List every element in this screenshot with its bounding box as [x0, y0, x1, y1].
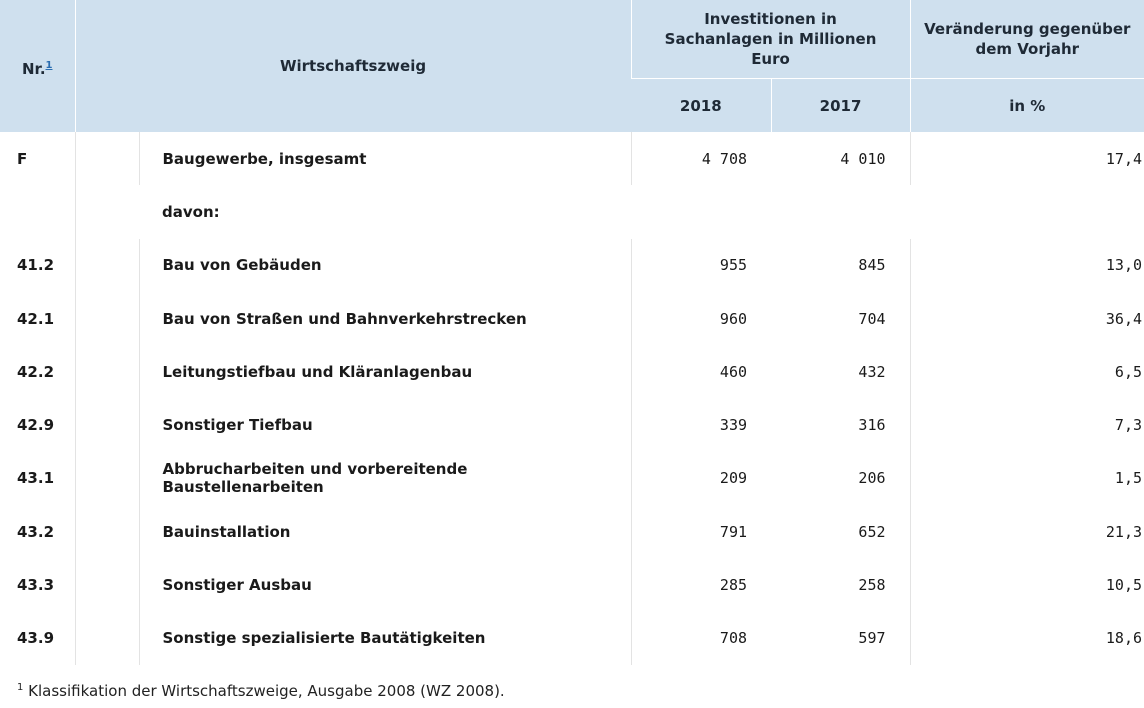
- row-sector-name: Abbrucharbeiten und vorbereitende Baustellenarbeiten: [139, 452, 631, 505]
- row-value-2018: 285: [631, 558, 771, 611]
- row-nr: 42.9: [17, 416, 55, 435]
- row-value-2018: 4 708: [631, 132, 771, 185]
- row-change-pct: [910, 185, 1144, 238]
- row-nr: 43.3: [17, 576, 55, 595]
- row-change-pct: 17,4: [910, 132, 1144, 185]
- row-sector-name: davon:: [162, 202, 220, 221]
- header-nr-label: Nr.: [22, 59, 46, 78]
- footnote-mark: 1: [17, 682, 24, 693]
- row-change-pct: 7,3: [910, 398, 1144, 451]
- row-sector-name: Sonstige spezialisierte Bautätigkeiten: [139, 612, 631, 665]
- table-header: [0, 0, 1144, 132]
- row-sector-name: Sonstiger Ausbau: [139, 558, 631, 611]
- header-investment: [631, 0, 910, 79]
- table-row: [0, 185, 1144, 238]
- row-spacer: [75, 132, 139, 185]
- table-row: [0, 292, 1144, 345]
- header-year-2017: 2017: [771, 79, 910, 133]
- row-nr: 42.1: [17, 309, 55, 328]
- row-value-2017: 206: [858, 469, 886, 488]
- row-value-2018: 955: [631, 239, 771, 292]
- row-value-2018: 708: [631, 612, 771, 665]
- table-body: [0, 132, 1144, 665]
- row-nr: 43.2: [17, 522, 55, 541]
- row-value-2017: 597: [858, 629, 886, 648]
- row-sector-name: Baugewerbe, insgesamt: [139, 132, 631, 185]
- row-sector-name: Sonstiger Tiefbau: [139, 398, 631, 451]
- table-row: [0, 612, 1144, 665]
- table-row: [0, 239, 1144, 292]
- row-value-2018: 791: [631, 505, 771, 558]
- table-row: [0, 505, 1144, 558]
- row-sector-name: Bauinstallation: [139, 505, 631, 558]
- row-spacer: [75, 292, 139, 345]
- row-value-2018: [631, 185, 771, 238]
- row-nr: 43.1: [17, 469, 55, 488]
- row-value-2018: 460: [631, 345, 771, 398]
- row-spacer: [75, 239, 139, 292]
- row-spacer: [75, 185, 139, 238]
- row-value-2018: 209: [631, 452, 771, 505]
- table-row: [0, 345, 1144, 398]
- row-nr: F: [17, 149, 28, 168]
- row-sector-name: Leitungstiefbau und Kläranlagenbau: [139, 345, 631, 398]
- row-spacer: [75, 398, 139, 451]
- table-row: [0, 452, 1144, 505]
- row-spacer: [75, 505, 139, 558]
- header-year-2018: 2018: [631, 79, 771, 133]
- header-change-label: Veränderung gegenüber dem Vorjahr: [924, 20, 1131, 58]
- row-change-pct: 6,5: [910, 345, 1144, 398]
- row-spacer: [75, 558, 139, 611]
- footnote-text: Klassifikation der Wirtschaftszweige, Ausgabe 2008 (WZ 2008).: [28, 682, 505, 700]
- row-sector-name: Bau von Gebäuden: [139, 239, 631, 292]
- row-value-2017: 316: [858, 416, 886, 435]
- header-nr: [0, 0, 75, 132]
- row-value-2017: 704: [858, 309, 886, 328]
- row-spacer: [75, 345, 139, 398]
- row-change-pct: 13,0: [910, 239, 1144, 292]
- row-nr: [0, 185, 75, 238]
- row-value-2018: 339: [631, 398, 771, 451]
- table-row: [0, 132, 1144, 185]
- header-sector: Wirtschaftszweig: [75, 0, 631, 132]
- row-spacer: [75, 452, 139, 505]
- row-value-2018: 960: [631, 292, 771, 345]
- row-nr: 41.2: [17, 256, 55, 275]
- row-value-2017: 845: [858, 256, 886, 275]
- row-change-pct: 21,3: [910, 505, 1144, 558]
- row-nr: 42.2: [17, 362, 55, 381]
- footnote-link[interactable]: 1: [45, 59, 53, 71]
- row-value-2017: 4 010: [840, 149, 886, 168]
- row-change-pct: 18,6: [910, 612, 1144, 665]
- row-value-2017: 652: [858, 522, 886, 541]
- table-footnote: [17, 682, 505, 700]
- header-investment-label: Investitionen in Sachanlagen in Millionen Euro: [664, 10, 877, 68]
- row-change-pct: 10,5: [910, 558, 1144, 611]
- row-change-pct: 36,4: [910, 292, 1144, 345]
- row-change-pct: 1,5: [910, 452, 1144, 505]
- header-change: [910, 0, 1144, 79]
- table-row: [0, 398, 1144, 451]
- row-value-2017: 432: [858, 362, 886, 381]
- row-value-2017: [771, 185, 910, 238]
- row-value-2017: 258: [858, 576, 886, 595]
- row-nr: 43.9: [17, 629, 55, 648]
- header-unit: in %: [910, 79, 1144, 133]
- table-row: [0, 558, 1144, 611]
- row-sector-name: Bau von Straßen und Bahnverkehrstrecken: [139, 292, 631, 345]
- row-spacer: [75, 612, 139, 665]
